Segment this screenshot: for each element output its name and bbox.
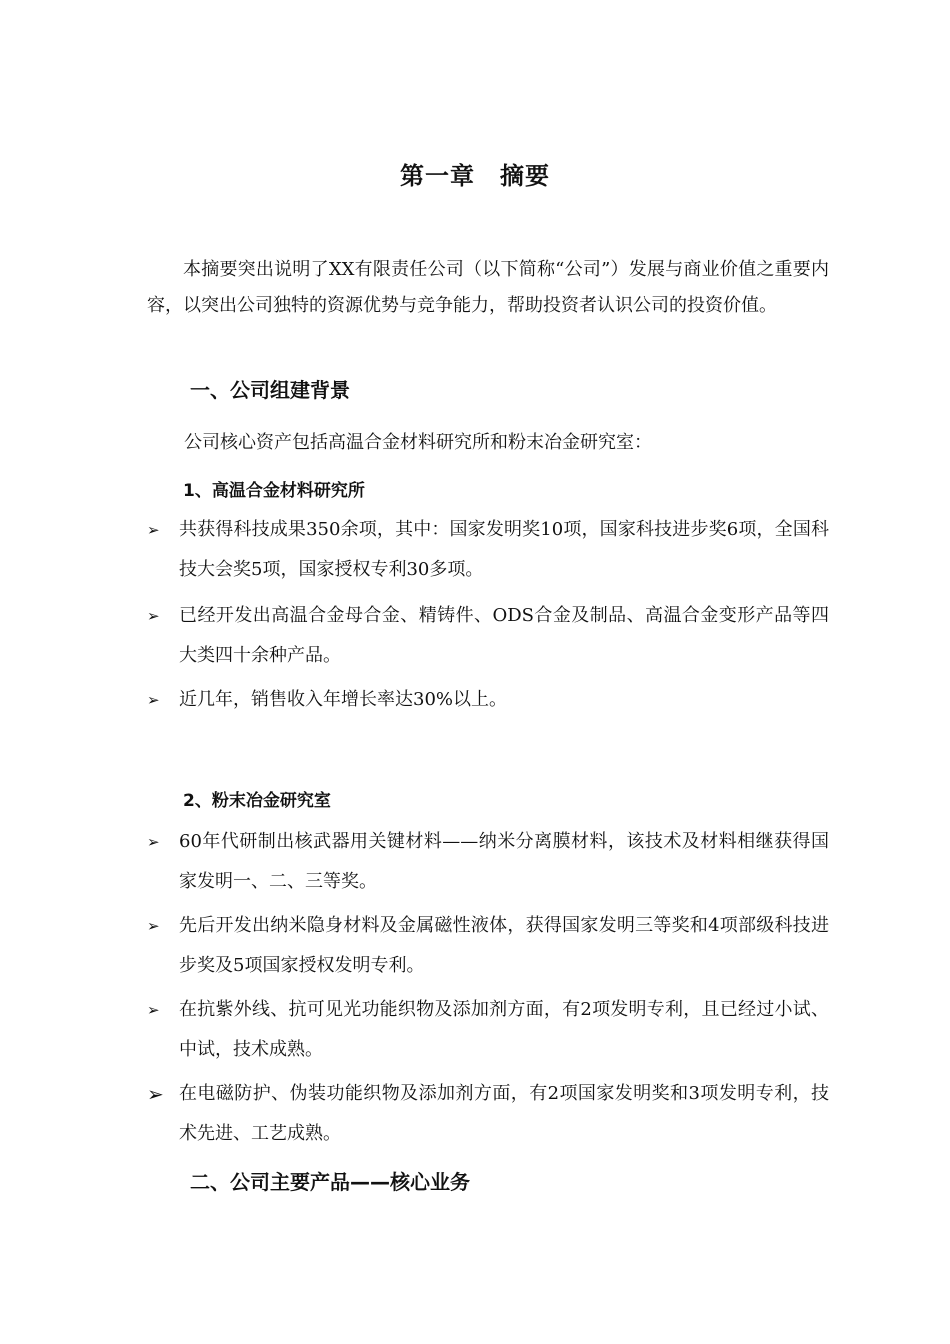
list-item-text: 在电磁防护、伪装功能织物及添加剂方面，有2项国家发明奖和3项发明专利，技术先进、工艺成熟。: [179, 1083, 829, 1144]
list-item-text: 在抗紫外线、抗可见光功能织物及添加剂方面，有2项发明专利，且已经过小试、中试，技术成熟。: [179, 999, 829, 1060]
arrowhead-bullet-icon: ➢: [147, 1001, 160, 1019]
section-lead-text: 公司核心资产包括高温合金材料研究所和粉末冶金研究室：: [184, 432, 652, 453]
list-item-text: 已经开发出高温合金母合金、精铸件、ODS合金及制品、高温合金变形产品等四大类四十余种产品。: [179, 605, 829, 666]
arrowhead-bullet-icon: ➢: [147, 917, 160, 935]
arrowhead-bullet-icon: ➢: [147, 691, 160, 709]
arrowhead-bullet-icon: ➢: [147, 607, 160, 625]
intro-paragraph: 本摘要突出说明了XX有限责任公司（以下简称“公司”）发展与商业价值之重要内容，以突出公司独特的资源优势与竞争能力，帮助投资者认识公司的投资价值。: [147, 259, 829, 316]
arrowhead-bullet-icon: ➢: [147, 1082, 164, 1106]
list-item-text: 共获得科技成果350余项，其中：国家发明奖10项，国家科技进步奖6项，全国科技大会奖5项，国家授权专利30多项。: [179, 519, 829, 580]
section-heading-background: 一、公司组建背景: [190, 378, 350, 402]
arrowhead-bullet-icon: ➢: [147, 521, 160, 539]
list-item-text: 60年代研制出核武器用关键材料——纳米分离膜材料，该技术及材料相继获得国家发明一、二、三等奖。: [179, 831, 829, 892]
section-heading-core-business: 二、公司主要产品——核心业务: [190, 1170, 470, 1194]
arrowhead-bullet-icon: ➢: [147, 833, 160, 851]
list-item-text: 近几年，销售收入年增长率达30%以上。: [179, 689, 508, 710]
sub-heading-powder-metallurgy-lab: 2、粉末冶金研究室: [183, 791, 331, 811]
chapter-title: 第一章 摘要: [400, 162, 550, 190]
sub-heading-superalloy-institute: 1、高温合金材料研究所: [183, 481, 365, 501]
list-item-text: 先后开发出纳米隐身材料及金属磁性液体，获得国家发明三等奖和4项部级科技进步奖及5项国家授权发明专利。: [179, 915, 829, 976]
